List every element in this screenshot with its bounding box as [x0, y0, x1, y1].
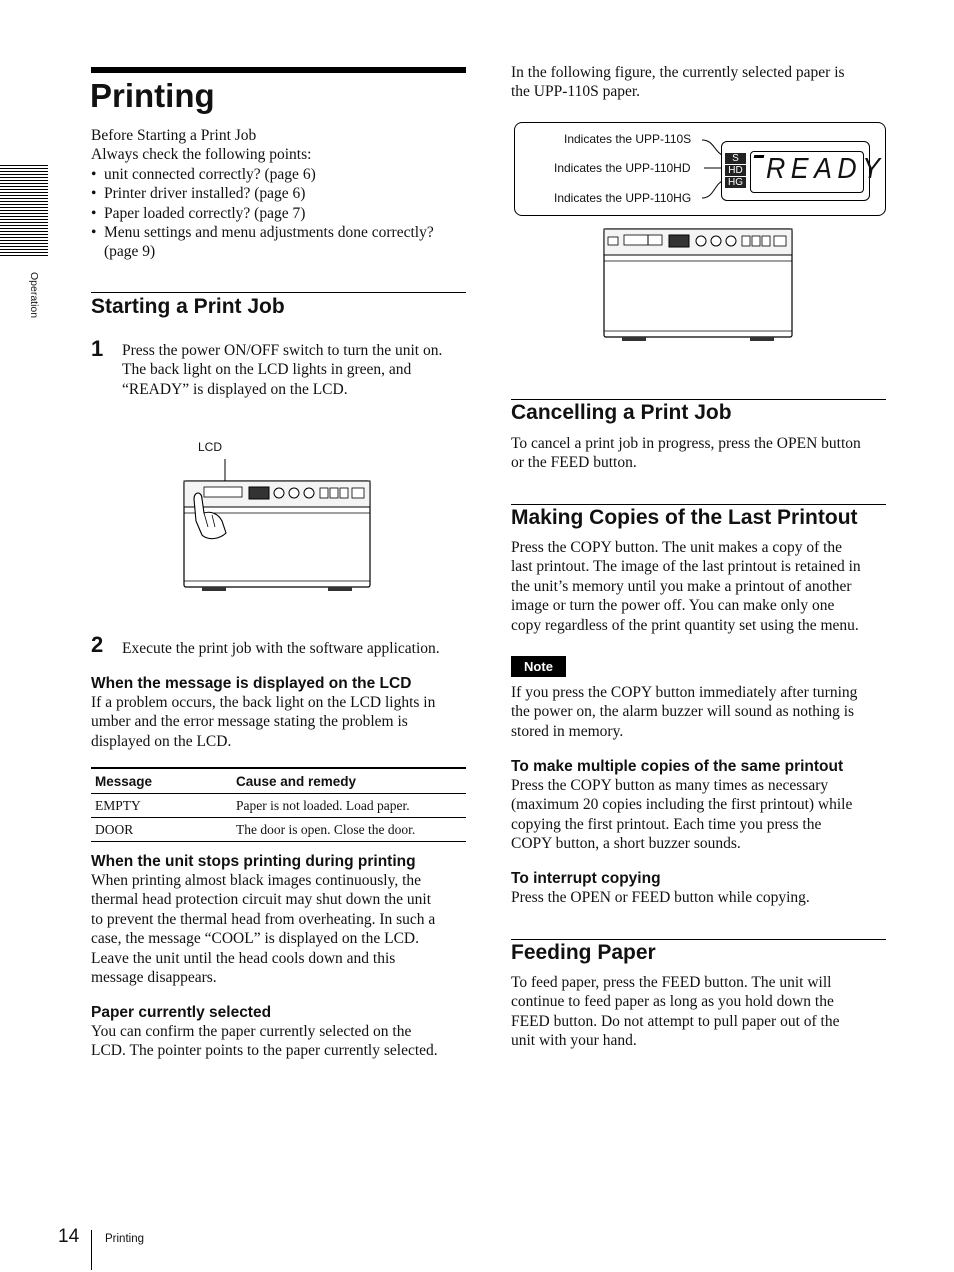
paragraph-line: copy regardless of the print quantity set using the menu. [511, 616, 859, 634]
checklist-item: • Printer driver installed? (page 6) [91, 184, 434, 203]
step-line: “READY” is displayed on the LCD. [122, 380, 348, 398]
paragraph-line: the power on, the alarm buzzer will sound as nothing is [511, 703, 855, 721]
checklist-item: • unit connected correctly? (page 6) [91, 165, 434, 184]
paragraph-line: To cancel a print job in progress, press the OPEN button [511, 435, 861, 452]
paragraph-line: COPY button, a short buzzer sounds. [511, 835, 741, 853]
table-cell: Paper is not loaded. Load paper. [236, 797, 410, 813]
paragraph-line: continue to feed paper as long as you hold down the [511, 993, 834, 1011]
paragraph-line: stored in memory. [511, 722, 624, 740]
paragraph-line: message disappears. [91, 969, 217, 987]
step-2-text: Execute the print job with the software application. [122, 640, 440, 657]
section-rule [91, 292, 466, 293]
paragraph-line: To feed paper, press the FEED button. The unit will [511, 974, 832, 991]
table-cell: EMPTY [95, 797, 141, 813]
intro-line: Always check the following points: [91, 146, 312, 164]
paragraph-line: (maximum 20 copies including the first printout) while [511, 796, 853, 814]
paragraph-line: image or turn the power off. You can make only one [511, 597, 835, 615]
paragraph-line: unit with your hand. [511, 1032, 637, 1050]
paragraph-line: or the FEED button. [511, 454, 637, 472]
heading-cancelling: Cancelling a Print Job [511, 401, 732, 424]
right-intro-text [511, 63, 845, 102]
table-header-cell: Message [95, 773, 153, 789]
interrupt-text: Press the OPEN or FEED button while copying. [511, 889, 810, 906]
page-number: 14 [58, 1226, 80, 1247]
step-number: 2 [91, 632, 104, 657]
table-row [91, 818, 466, 842]
paragraph-line: If a problem occurs, the back light on the LCD lights in [91, 694, 436, 711]
feeding-text [511, 973, 839, 1051]
paragraph-line: Press the COPY button. The unit makes a copy of the [511, 539, 843, 556]
checklist-continuation: (page 9) [104, 243, 156, 260]
cancelling-text [511, 434, 861, 473]
checklist-item: • Paper loaded correctly? (page 7) [91, 204, 434, 223]
step-line: The back light on the LCD lights in green, and [122, 361, 412, 379]
heading-multiple-copies: To make multiple copies of the same printout [511, 758, 844, 775]
checklist-item: • Menu settings and menu adjustments done correctly? [91, 223, 434, 242]
multiple-copies-text [511, 776, 852, 854]
heading-lcd-message: When the message is displayed on the LCD [91, 675, 412, 692]
copies-text [511, 538, 861, 635]
paragraph-line: the UPP-110S paper. [511, 83, 641, 101]
paragraph-line: umber and the error message stating the problem is [91, 713, 408, 731]
step-number: 1 [91, 336, 104, 361]
paragraph-line: Leave the unit until the head cools down and this [91, 949, 396, 967]
paragraph-line: You can confirm the paper currently selected on the [91, 1023, 412, 1040]
callout-upp-110s: Indicates the UPP-110S [564, 132, 692, 146]
intro-line: Before Starting a Print Job [91, 127, 257, 144]
table-row [91, 794, 466, 818]
section-tab-label: Operation [28, 272, 40, 319]
figure-callout-lcd: LCD [198, 440, 223, 454]
unit-stops-text [91, 871, 435, 987]
table-header-row [91, 768, 466, 794]
note-badge: Note [511, 656, 566, 677]
paper-tag-hg: HG [725, 177, 746, 188]
selection-pointer-icon [754, 155, 765, 158]
page-title: Printing [90, 77, 215, 114]
table-cell: DOOR [95, 821, 134, 837]
heading-feeding-paper: Feeding Paper [511, 941, 656, 964]
lcd-ready-text: READY [766, 153, 886, 185]
paragraph-line: If you press the COPY button immediately after turning [511, 684, 858, 701]
paragraph-line: the unit’s memory until you make a printout of another [511, 577, 852, 595]
paragraph-line: thermal head protection circuit may shut down the unit [91, 891, 432, 909]
paragraph-line: case, the message “COOL” is displayed on the LCD. [91, 930, 419, 948]
footer-section-label: Printing [105, 1233, 144, 1245]
checklist [91, 165, 434, 243]
heading-interrupt-copying: To interrupt copying [511, 870, 661, 887]
callout-upp-110hg: Indicates the UPP-110HG [554, 191, 692, 205]
table-header-cell: Cause and remedy [236, 773, 357, 789]
note-text [511, 683, 857, 741]
paper-tag-s: S [725, 153, 746, 164]
paper-tag-hd: HD [725, 165, 746, 176]
paragraph-line: displayed on the LCD. [91, 732, 232, 750]
title-rule [91, 67, 466, 73]
callout-upp-110hd: Indicates the UPP-110HD [554, 161, 691, 175]
step-line: Press the power ON/OFF switch to turn the unit on. [122, 342, 443, 359]
paragraph-line: FEED button. Do not attempt to pull paper out of the [511, 1012, 840, 1030]
heading-unit-stops: When the unit stops printing during printing [91, 853, 416, 870]
heading-paper-selected: Paper currently selected [91, 1004, 272, 1021]
paragraph-line: LCD. The pointer points to the paper currently selected. [91, 1042, 438, 1060]
paragraph-line: When printing almost black images continuously, the [91, 872, 422, 889]
heading-making-copies: Making Copies of the Last Printout [511, 506, 858, 529]
paragraph-line: to prevent the thermal head from overheating. In such a [91, 910, 436, 928]
intro-text [91, 126, 311, 165]
step-1-text [122, 341, 442, 399]
paper-selected-text [91, 1022, 438, 1061]
lcd-message-text [91, 693, 435, 751]
printer-illustration-power [180, 455, 375, 595]
printer-illustration-front [600, 225, 795, 343]
error-message-table [91, 767, 466, 842]
footer-divider [91, 1230, 92, 1270]
paragraph-line: copying the first printout. Each time you press the [511, 815, 822, 833]
heading-starting-print-job: Starting a Print Job [91, 295, 285, 318]
section-tab-marker [0, 165, 48, 257]
table-cell: The door is open. Close the door. [236, 821, 416, 837]
paragraph-line: last printout. The image of the last printout is retained in [511, 558, 861, 576]
paragraph-line: In the following figure, the currently selected paper is [511, 64, 845, 81]
paragraph-line: Press the COPY button as many times as necessary [511, 777, 829, 794]
